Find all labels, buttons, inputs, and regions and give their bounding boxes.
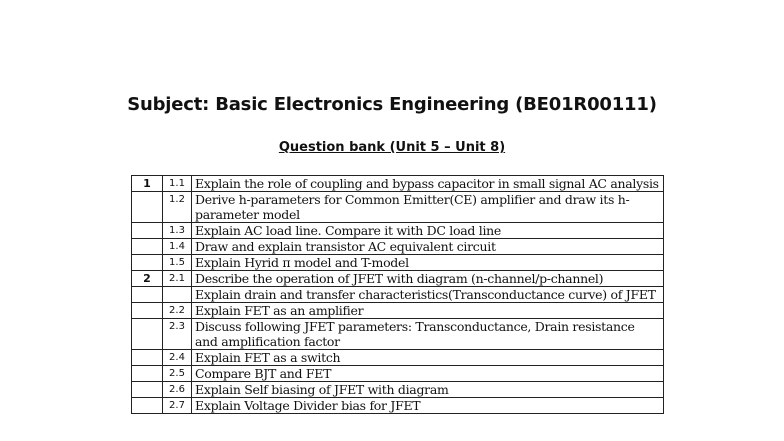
table-row bbox=[132, 366, 664, 382]
question-number-cell bbox=[163, 287, 192, 303]
question-text-cell: Describe the operation of JFET with diagram (n-channel/p-channel) bbox=[192, 271, 664, 287]
question-text-cell: Derive h-parameters for Common Emitter(CE) amplifier and draw its h-parameter model bbox=[192, 192, 664, 223]
question-number-cell: 2.3 bbox=[163, 319, 192, 350]
question-text-cell: Discuss following JFET parameters: Transconductance, Drain resistance and amplification factor bbox=[192, 319, 664, 350]
document-title: Subject: Basic Electronics Engineering (BE01R00111) bbox=[127, 94, 657, 115]
unit-number-cell bbox=[132, 303, 163, 319]
table-row bbox=[132, 239, 664, 255]
question-text-cell: Explain Voltage Divider bias for JFET bbox=[192, 398, 664, 414]
question-number-cell: 1.4 bbox=[163, 239, 192, 255]
unit-number-cell bbox=[132, 255, 163, 271]
question-text-cell: Compare BJT and FET bbox=[192, 366, 664, 382]
question-number-cell: 2.2 bbox=[163, 303, 192, 319]
unit-number-cell: 1 bbox=[132, 176, 163, 192]
question-text-cell: Explain drain and transfer characteristics(Transconductance curve) of JFET bbox=[192, 287, 664, 303]
question-number-cell: 2.7 bbox=[163, 398, 192, 414]
question-bank-heading: Question bank (Unit 5 – Unit 8) bbox=[278, 140, 506, 155]
unit-number-cell bbox=[132, 350, 163, 366]
question-number-cell: 1.2 bbox=[163, 192, 192, 223]
table-row bbox=[132, 287, 664, 303]
table-row bbox=[132, 398, 664, 414]
question-text-cell: Explain Hyrid π model and T-model bbox=[192, 255, 664, 271]
table-row bbox=[132, 271, 664, 287]
question-text-cell: Draw and explain transistor AC equivalent circuit bbox=[192, 239, 664, 255]
unit-number-cell bbox=[132, 398, 163, 414]
unit-number-cell bbox=[132, 366, 163, 382]
question-number-cell: 1.5 bbox=[163, 255, 192, 271]
question-text-cell: Explain FET as a switch bbox=[192, 350, 664, 366]
unit-number-cell bbox=[132, 192, 163, 223]
unit-number-cell bbox=[132, 239, 163, 255]
question-text-cell: Explain the role of coupling and bypass capacitor in small signal AC analysis bbox=[192, 176, 664, 192]
table-row bbox=[132, 382, 664, 398]
question-text-cell: Explain FET as an amplifier bbox=[192, 303, 664, 319]
table-row bbox=[132, 223, 664, 239]
question-number-cell: 1.3 bbox=[163, 223, 192, 239]
table-row bbox=[132, 303, 664, 319]
question-number-cell: 2.6 bbox=[163, 382, 192, 398]
question-number-cell: 2.4 bbox=[163, 350, 192, 366]
question-text-cell: Explain Self biasing of JFET with diagram bbox=[192, 382, 664, 398]
table-row bbox=[132, 319, 664, 350]
table-row bbox=[132, 350, 664, 366]
table-row bbox=[132, 192, 664, 223]
unit-number-cell bbox=[132, 223, 163, 239]
question-number-cell: 1.1 bbox=[163, 176, 192, 192]
unit-number-cell bbox=[132, 319, 163, 350]
question-table bbox=[131, 175, 664, 414]
table-row bbox=[132, 176, 664, 192]
unit-number-cell: 2 bbox=[132, 271, 163, 287]
unit-number-cell bbox=[132, 287, 163, 303]
question-text-cell: Explain AC load line. Compare it with DC load line bbox=[192, 223, 664, 239]
question-number-cell: 2.5 bbox=[163, 366, 192, 382]
question-number-cell: 2.1 bbox=[163, 271, 192, 287]
table-row bbox=[132, 255, 664, 271]
unit-number-cell bbox=[132, 382, 163, 398]
